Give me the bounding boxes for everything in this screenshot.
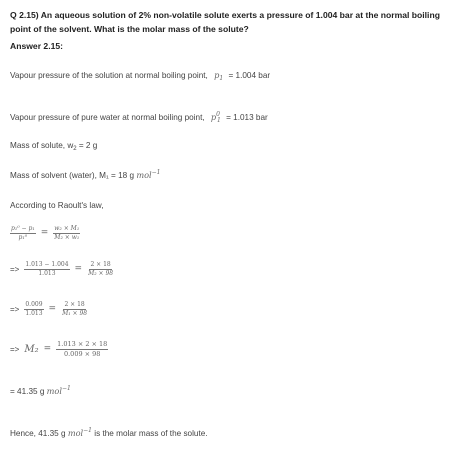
eq2-equals: =: [74, 264, 83, 274]
equation-raoult: [10, 225, 80, 241]
vp-solution-label: Vapour pressure of the solution at normal boiling point,: [10, 71, 208, 80]
eq4-equals: =: [43, 344, 52, 354]
equation-molar-mass: [10, 340, 108, 358]
eq4-arrow: =>: [10, 344, 20, 354]
conclusion-pre: Hence, 41.35 g: [10, 429, 66, 438]
raoult-line: According to Raoult's law,: [10, 201, 104, 210]
mass-solvent-line: [10, 169, 160, 180]
vp-solution-line: [10, 70, 270, 82]
eq3-left-fraction: $\frac{0.009}{1.013}$: [25, 301, 43, 317]
eq4-lhs: M₂: [24, 343, 39, 355]
vp-water-line: [10, 111, 268, 124]
equation-substitution: [10, 261, 114, 277]
mass-solute-value: = 2 g: [78, 141, 98, 150]
equation-simplified: [10, 301, 88, 317]
conclusion-unit: mol$^{-1}$: [67, 427, 92, 438]
vp-water-symbol: $p^0_1$: [210, 111, 221, 124]
result-value: = 41.35 g: [10, 387, 45, 396]
eq2-arrow: =>: [10, 264, 20, 274]
eq3-right-fraction: $\frac{2 \times 18}{\text{M₁ × 98}}$: [62, 301, 88, 317]
eq2-right-fraction: $\frac{2 \times 18}{\text{M₂ × 98}}$: [88, 261, 114, 277]
mass-solute-label: Mass of solute, w: [10, 141, 74, 150]
question-text: Q 2.15) An aqueous solution of 2% non-volatile solute exerts a pressure of 1.004 bar at the normal boiling point of the solvent. What is the molar mass of the solute?: [10, 10, 440, 34]
mass-solvent-unit: mol$^{-1}$: [136, 169, 161, 180]
mass-solvent-label: Mass of solvent (water), M₁ = 18 g: [10, 171, 135, 180]
answer-heading: Answer 2.15:: [10, 41, 64, 51]
eq3-equals: =: [48, 304, 57, 314]
mass-solute-line: [10, 141, 97, 152]
conclusion-line: [10, 427, 208, 438]
eq1-left-fraction: $\frac{\text{p₁⁰ − p₁}}{\text{p₁⁰}}$: [11, 225, 35, 241]
eq3-arrow: =>: [10, 304, 20, 314]
result-unit: mol$^{-1}$: [46, 385, 71, 396]
vp-solution-symbol: $p_1$: [214, 70, 224, 82]
mass-solute-sub: 2: [73, 146, 77, 152]
eq2-left-fraction: $\frac{1.013 - 1.004}{1.013}$: [25, 261, 69, 277]
eq4-fraction: $\frac{1.013 \times 2 \times 18}{0.009 \times 98}$: [57, 340, 108, 358]
conclusion-post: is the molar mass of the solute.: [94, 429, 208, 438]
eq1-right-fraction: $\frac{\text{w₂ × M₁}}{\text{M₂ × w₁}}$: [54, 225, 80, 241]
vp-solution-value: = 1.004 bar: [228, 71, 271, 80]
result-line: [10, 385, 71, 396]
vp-water-value: = 1.013 bar: [226, 113, 268, 122]
eq1-equals: =: [40, 228, 49, 238]
vp-water-label: Vapour pressure of pure water at normal boiling point,: [10, 113, 205, 122]
